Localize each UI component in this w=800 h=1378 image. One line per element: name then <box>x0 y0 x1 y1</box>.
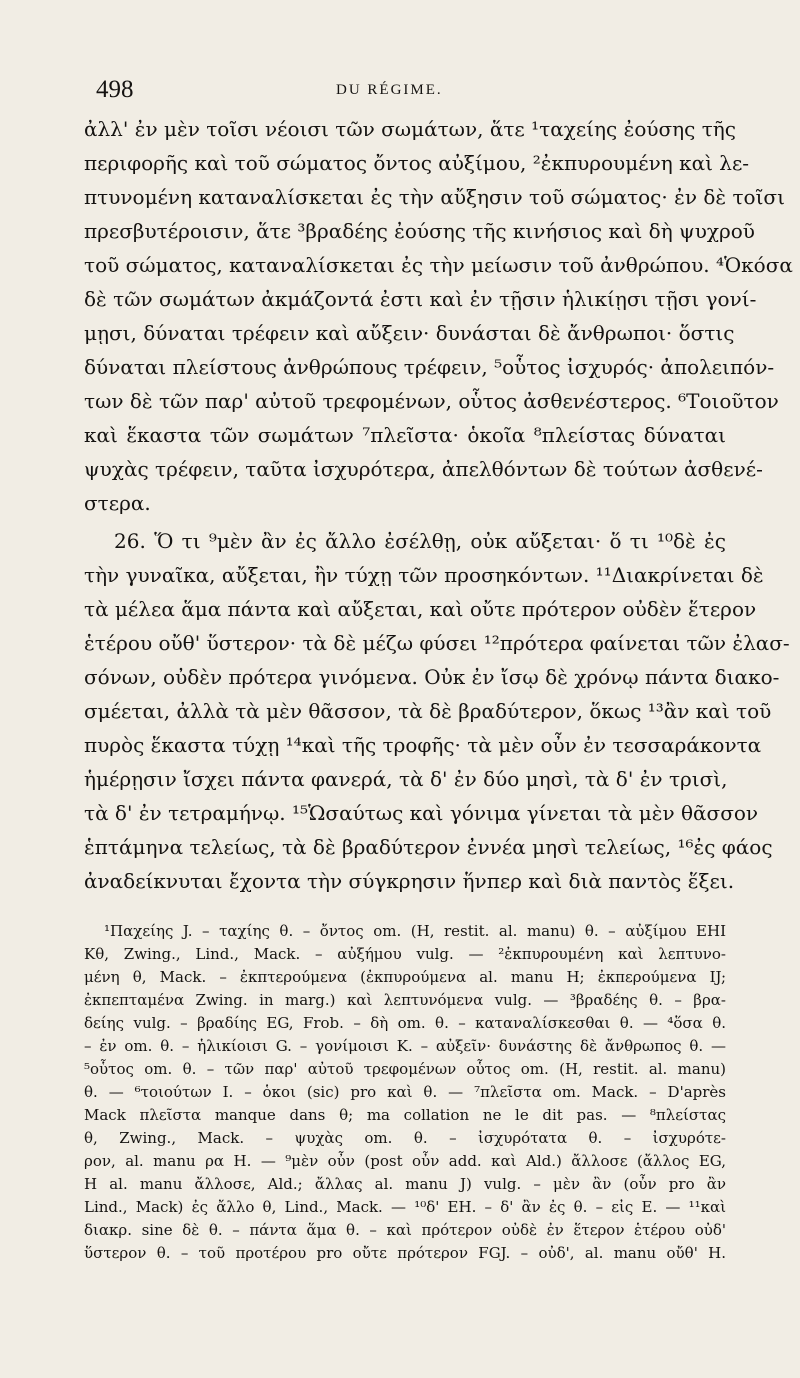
text-line: στερα. <box>84 491 151 515</box>
footnote-line: Lind., Mack) ἐς ἄλλο θ, Lind., Mack. — ¹⁰δ' EH. – δ' ἂν ἐς θ. – εἰς E. — ¹¹καὶ <box>84 1198 726 1216</box>
text-line: ἀναδείκνυται ἔχοντα τὴν σύγκρησιν ἥνπερ καὶ διὰ παντὸς ἕξει. <box>84 869 735 893</box>
footnote-line: ρον, al. manu ρα H. — ⁹μὲν οὖν (post οὖν add. καὶ Ald.) ἄλλοσε (ἄλλος EG, <box>84 1152 726 1170</box>
main-text <box>84 112 793 898</box>
text-line: ἀλλ' ἐν μὲν τοῖσι νέοισι τῶν σωμάτων, ἅτε ¹ταχείης ἐούσης τῆς <box>84 117 736 141</box>
page-header <box>96 76 724 116</box>
footnotes <box>84 920 726 1265</box>
text-line: ἡμέρῃσιν ἴσχει πάντα φανερά, τὰ δ' ἐν δύο μησὶ, τὰ δ' ἐν τρισὶ, <box>84 767 728 791</box>
footnote-line: ⁵οὗτος om. θ. – τῶν παρ' αὐτοῦ τρεφομένων οὗτος om. (H, restit. al. manu) <box>84 1060 726 1078</box>
text-line: πτυνομένη καταναλίσκεται ἐς τὴν αὔξησιν τοῦ σώματος· ἐν δὲ τοῖσι <box>84 185 785 209</box>
text-line: ἑτέρου οὔθ' ὕστερον· τὰ δὲ μέζω φύσει ¹²πρότερα φαίνεται τῶν ἐλασ- <box>84 631 790 655</box>
text-line: δὲ τῶν σωμάτων ἀκμάζοντά ἐστι καὶ ἐν τῇσιν ἡλικίῃσι τῇσι γονί- <box>84 287 757 311</box>
footnote-line: θ. — ⁶τοιούτων I. – ὁκοι (sic) pro καὶ θ. — ⁷πλεῖστα om. Mack. – D'après <box>84 1083 726 1101</box>
text-line: τοῦ σώματος, καταναλίσκεται ἐς τὴν μείωσιν τοῦ ἀνθρώπου. ⁴Ὁκόσα <box>84 253 793 277</box>
text-line: σμέεται, ἀλλὰ τὰ μὲν θᾶσσον, τὰ δὲ βραδύτερον, ὅκως ¹³ἂν καὶ τοῦ <box>84 699 772 723</box>
text-line: πρεσβυτέροισιν, ἅτε ³βραδέης ἐούσης τῆς κινήσιος καὶ δὴ ψυχροῦ <box>84 219 755 243</box>
text-line: ψυχὰς τρέφειν, ταῦτα ἰσχυρότερα, ἀπελθόντων δὲ τούτων ἀσθενέ- <box>84 457 763 481</box>
footnote-line: Mack πλεῖστα manque dans θ; ma collation ne le dit pas. — ⁸πλείστας <box>84 1106 726 1124</box>
running-head: DU RÉGIME. <box>336 82 443 98</box>
text-line: καὶ ἕκαστα τῶν σωμάτων ⁷πλεῖστα· ὁκοῖα ⁸πλείστας δύναται <box>84 423 726 447</box>
footnote-line: διακρ. sine δὲ θ. – πάντα ἅμα θ. – καὶ πρότερον οὐδὲ ἐν ἕτερον ἑτέρου οὐδ' <box>84 1221 726 1239</box>
footnote-line: θ, Zwing., Mack. – ψυχὰς om. θ. – ἰσχυρότατα θ. – ἰσχυρότε- <box>84 1129 726 1147</box>
text-line: περιφορῆς καὶ τοῦ σώματος ὄντος αὐξίμου, ²ἐκπυρουμένη καὶ λε- <box>84 151 750 175</box>
section-26-first-line: 26. Ὅ τι ⁹μὲν ἂν ἐς ἄλλο ἐσέλθῃ, οὐκ αὔξεται· ὅ τι ¹⁰δὲ ἐς <box>114 529 726 553</box>
text-line: τὰ δ' ἐν τετραμήνῳ. ¹⁵Ὡσαύτως καὶ γόνιμα γίνεται τὰ μὲν θᾶσσον <box>84 801 759 825</box>
footnote-line: – ἐν om. θ. – ἡλικίοισι G. – γονίμοισι K. – αὐξεῖν· δυνάστης δὲ ἄνθρωπος θ. — <box>84 1037 726 1055</box>
footnote-line: ὕστερον θ. – τοῦ προτέρου pro οὔτε πρότερον FGJ. – οὐδ', al. manu οὔθ' H. <box>84 1244 726 1262</box>
text-line: δύναται πλείστους ἀνθρώπους τρέφειν, ⁵οὗτος ἰσχυρός· ἀπολειπόν- <box>84 355 775 379</box>
text-line: τὴν γυναῖκα, αὔξεται, ἢν τύχῃ τῶν προσηκόντων. ¹¹Διακρίνεται δὲ <box>84 563 764 587</box>
text-line: των δὲ τῶν παρ' αὐτοῦ τρεφομένων, οὗτος ἀσθενέστερος. ⁶Τοιοῦτον <box>84 389 779 413</box>
text-line: σόνων, οὐδὲν πρότερα γινόμενα. Οὐκ ἐν ἴσῳ δὲ χρόνῳ πάντα διακο- <box>84 665 780 689</box>
footnote-line: H al. manu ἄλλοσε, Ald.; ἄλλας al. manu J) vulg. – μὲν ἂν (οὖν pro ἂν <box>84 1175 726 1193</box>
text-line: μῃσι, δύναται τρέφειν καὶ αὔξειν· δυνάσται δὲ ἄνθρωποι· ὅστις <box>84 321 735 345</box>
footnote-line: Kθ, Zwing., Lind., Mack. – αὐξήμου vulg. — ²ἐκπυρουμένη καὶ λεπτυνο- <box>84 945 726 963</box>
footnote-line: δείης vulg. – βραδίης EG, Frob. – δὴ om. θ. – καταναλίσκεσθαι θ. — ⁴ὅσα θ. <box>84 1014 726 1032</box>
text-line: ἑπτάμηνα τελείως, τὰ δὲ βραδύτερον ἐννέα μησὶ τελείως, ¹⁶ἐς φάος <box>84 835 773 859</box>
text-line: πυρὸς ἕκαστα τύχῃ ¹⁴καὶ τῆς τροφῆς· τὰ μὲν οὖν ἐν τεσσαράκοντα <box>84 733 762 757</box>
footnote-line: μένη θ, Mack. – ἐκπτερούμενα (ἐκπυρούμενα al. manu H; ἐκπερούμενα IJ; <box>84 968 726 986</box>
text-line: τὰ μέλεα ἅμα πάντα καὶ αὔξεται, καὶ οὔτε πρότερον οὐδὲν ἕτερον <box>84 597 757 621</box>
footnote-line: ¹Παχείης J. – ταχίης θ. – ὄντος om. (H, restit. al. manu) θ. – αὐξίμου EHI <box>104 922 726 940</box>
footnote-line: ἐκπεπταμένα Zwing. in marg.) καὶ λεπτυνόμενα vulg. — ³βραδέης θ. – βρα- <box>84 991 726 1009</box>
page-number: 498 <box>96 76 134 103</box>
